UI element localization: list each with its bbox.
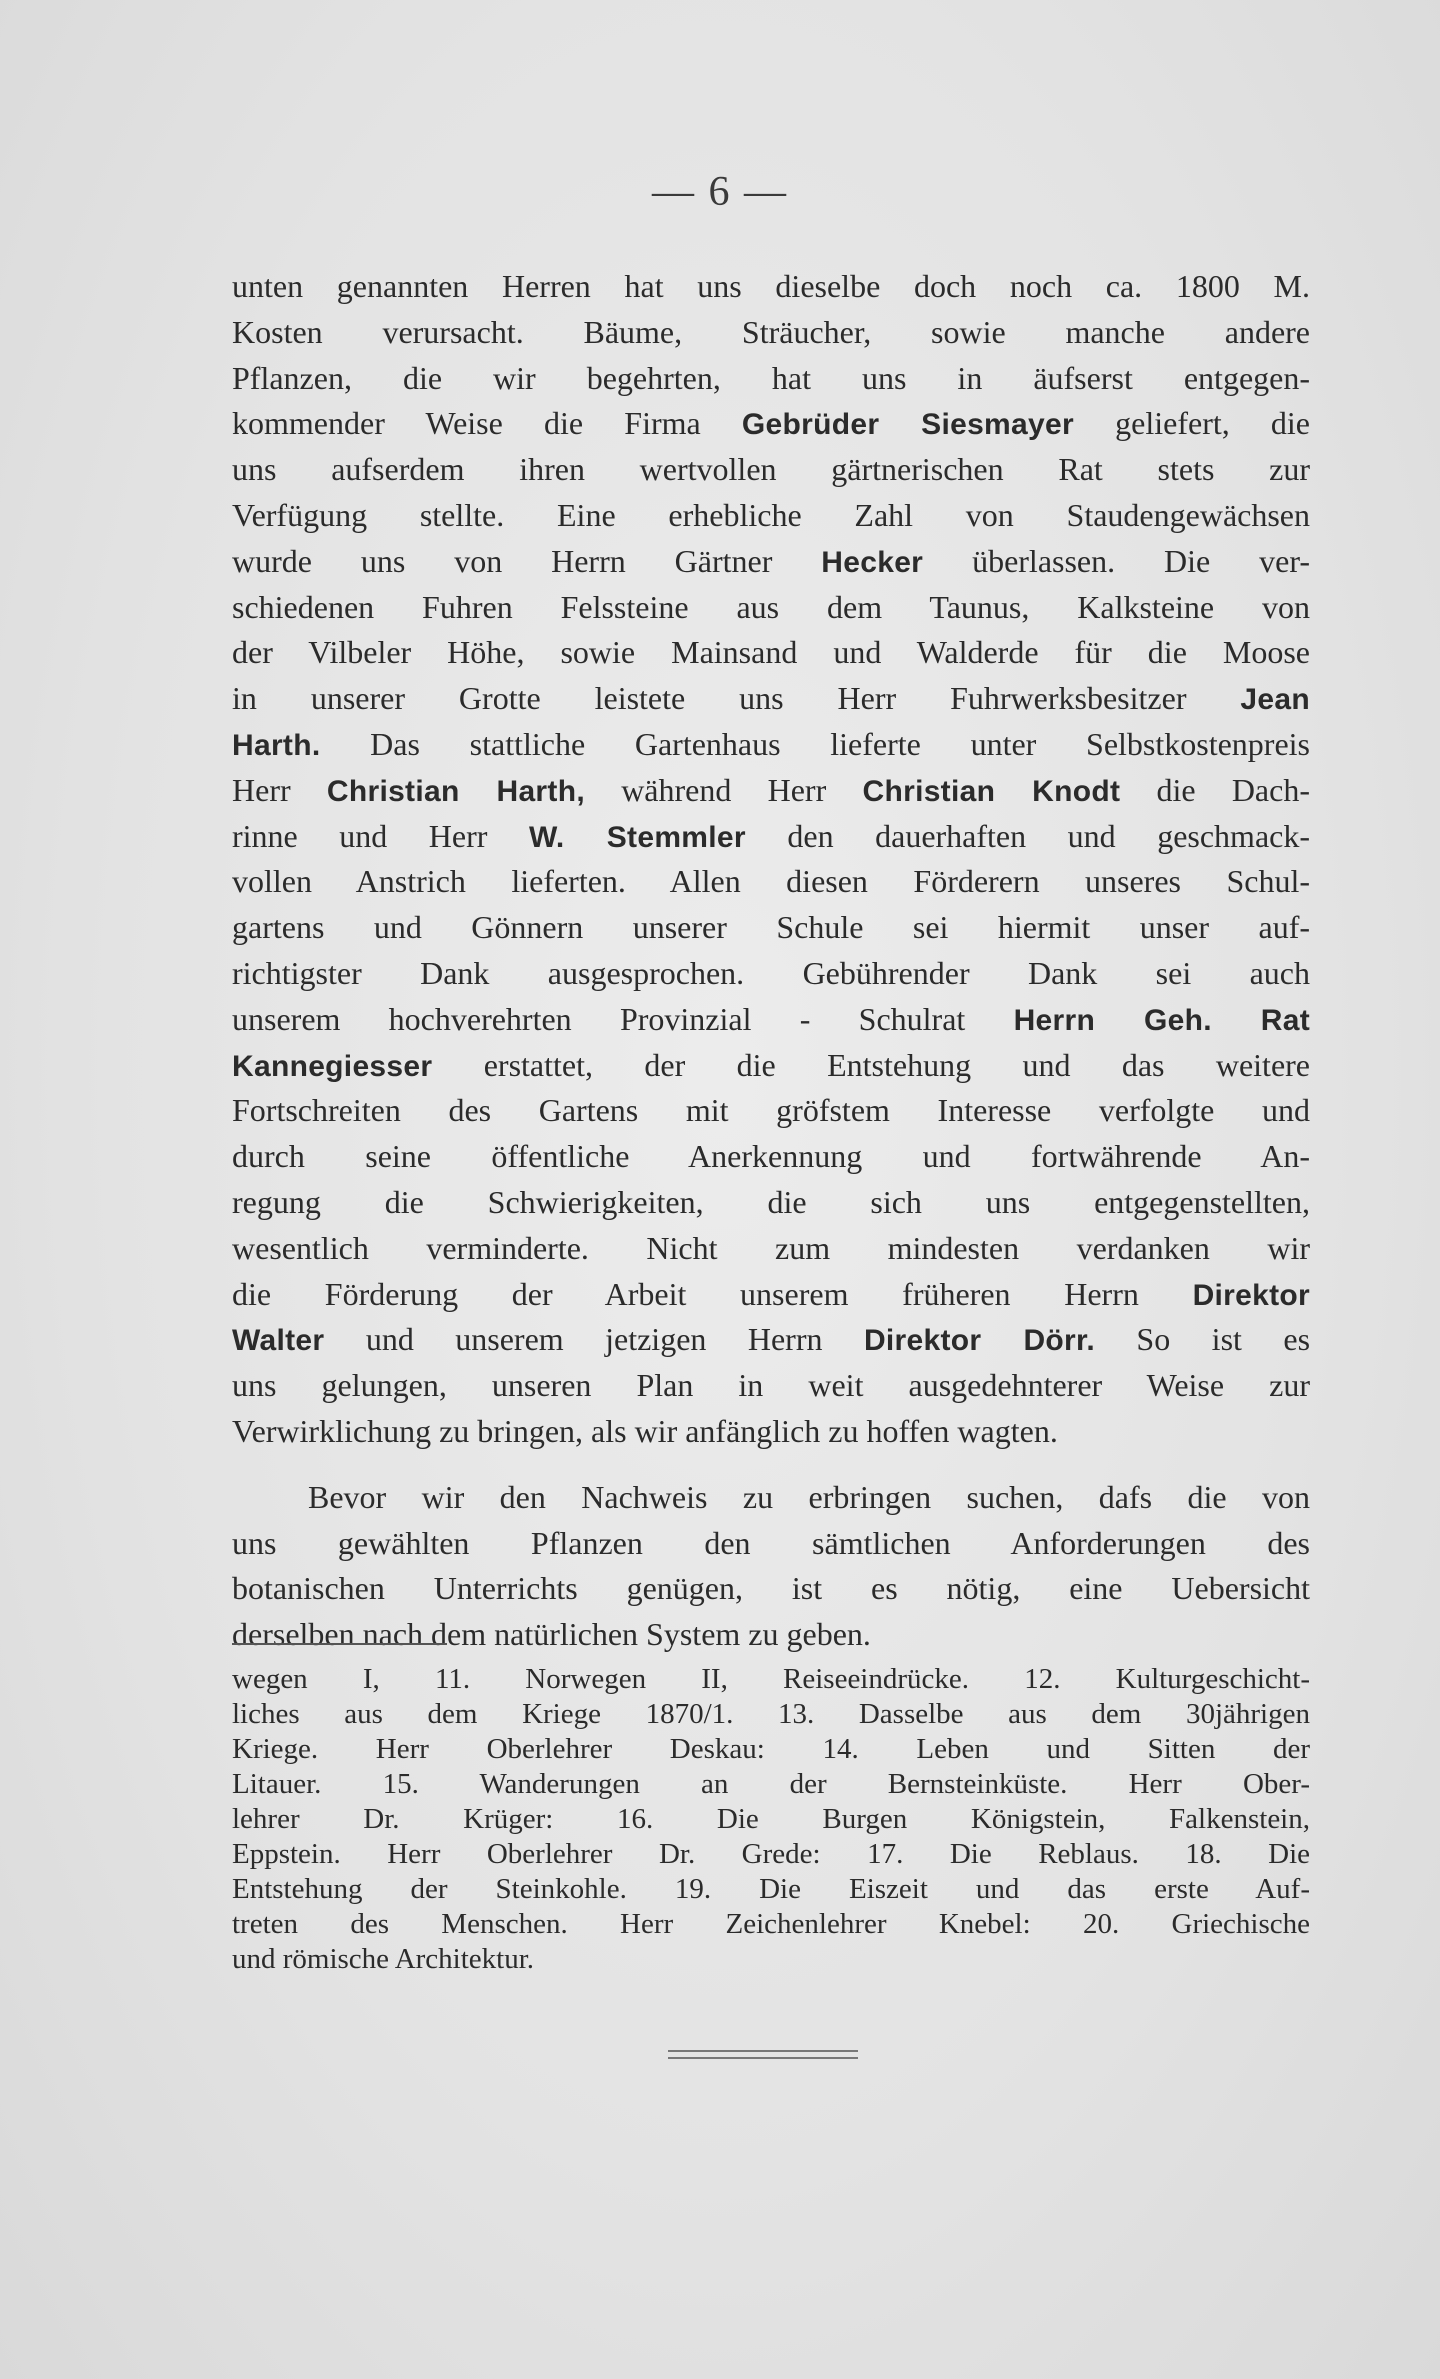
text-line bbox=[232, 1521, 1310, 1567]
text-segment: wurde uns von Herrn Gärtner bbox=[232, 542, 822, 579]
spaced-name: Christian Knodt bbox=[862, 774, 1121, 808]
text-segment: durch seine öffentliche Anerkennung und fortwährende An- bbox=[232, 1138, 1310, 1175]
footnote-line: lehrer Dr. Krüger: 16. Die Burgen Königstein, Falkenstein, bbox=[232, 1803, 1310, 1835]
text-segment: Pflanzen, die wir begehrten, hat uns in äufserst entgegen- bbox=[232, 359, 1310, 396]
spaced-name: Walter bbox=[232, 1324, 325, 1358]
text-segment: Verfügung stellte. Eine erhebliche Zahl von Staudengewächsen bbox=[232, 496, 1310, 533]
spaced-name: Harth. bbox=[232, 728, 321, 762]
text-line bbox=[232, 768, 1310, 814]
text-segment: uns gelungen, unseren Plan in weit ausgedehnterer Weise zur bbox=[232, 1367, 1310, 1404]
text-line bbox=[232, 264, 1310, 310]
text-line bbox=[232, 539, 1310, 585]
text-segment: die Dach- bbox=[1120, 771, 1310, 808]
text-segment: schiedenen Fuhren Felssteine aus dem Taunus, Kalksteine von bbox=[232, 588, 1310, 625]
text-segment: uns gewählten Pflanzen den sämtlichen Anforderungen des bbox=[232, 1524, 1310, 1561]
text-segment: Bevor wir den Nachweis zu erbringen suchen, dafs die von bbox=[308, 1478, 1310, 1515]
end-rule-top bbox=[668, 2050, 858, 2052]
text-segment: derselben nach dem natürlichen System zu geben. bbox=[232, 1616, 871, 1653]
text-line bbox=[232, 951, 1310, 997]
text-segment: So ist es bbox=[1094, 1321, 1311, 1358]
footnote-line: Kriege. Herr Oberlehrer Deskau: 14. Leben und Sitten der bbox=[232, 1733, 1310, 1765]
text-line bbox=[232, 493, 1310, 539]
text-segment: wesentlich verminderte. Nicht zum mindesten verdanken wir bbox=[232, 1229, 1310, 1266]
paragraph-gap bbox=[232, 1455, 1310, 1475]
text-line bbox=[232, 814, 1310, 860]
text-line bbox=[232, 997, 1310, 1043]
footnote-line: liches aus dem Kriege 1870/1. 13. Dasselbe aus dem 30jährigen bbox=[232, 1698, 1310, 1730]
text-segment: erstattet, der die Entstehung und das weitere bbox=[432, 1046, 1310, 1083]
end-rule-bottom bbox=[668, 2057, 858, 2059]
text-line bbox=[232, 905, 1310, 951]
text-segment: uns aufserdem ihren wertvollen gärtnerischen Rat stets zur bbox=[232, 451, 1310, 488]
text-segment: Das stattliche Gartenhaus lieferte unter Selbstkostenpreis bbox=[320, 725, 1310, 762]
footnote-line: wegen I, 11. Norwegen II, Reiseeindrücke. 12. Kulturgeschicht- bbox=[232, 1663, 1310, 1695]
text-segment: kommender Weise die Firma bbox=[232, 405, 742, 442]
text-segment: Kosten verursacht. Bäume, Sträucher, sowie manche andere bbox=[232, 313, 1310, 350]
text-segment: botanischen Unterrichts genügen, ist es nötig, eine Uebersicht bbox=[232, 1570, 1310, 1607]
text-segment: unten genannten Herren hat uns dieselbe doch noch ca. 1800 M. bbox=[232, 268, 1310, 304]
text-segment: in unserer Grotte leistete uns Herr Fuhrwerksbesitzer bbox=[232, 680, 1241, 717]
text-line bbox=[232, 1180, 1310, 1226]
text-line bbox=[232, 1134, 1310, 1180]
footnote-line: Entstehung der Steinkohle. 19. Die Eiszeit und das erste Auf- bbox=[232, 1873, 1310, 1905]
text-line bbox=[232, 859, 1310, 905]
page-number: — 6 — bbox=[652, 169, 788, 215]
spaced-name: Hecker bbox=[821, 545, 924, 579]
footnote-line: treten des Menschen. Herr Zeichenlehrer Knebel: 20. Griechische bbox=[232, 1908, 1310, 1940]
text-segment: die Förderung der Arbeit unserem früheren Herrn bbox=[232, 1275, 1193, 1312]
text-segment: Verwirklichung zu bringen, als wir anfänglich zu hoffen wagten. bbox=[232, 1412, 1058, 1449]
text-line bbox=[232, 1566, 1310, 1612]
text-line bbox=[232, 1272, 1310, 1318]
text-segment: während Herr bbox=[584, 771, 863, 808]
main-text bbox=[232, 264, 1310, 1658]
spaced-name: Christian Harth, bbox=[326, 774, 585, 808]
text-line bbox=[232, 1612, 1310, 1658]
text-line bbox=[232, 1226, 1310, 1272]
spaced-name: Herrn Geh. Rat bbox=[1013, 1003, 1310, 1037]
spaced-name: W. Stemmler bbox=[528, 820, 746, 854]
text-line bbox=[232, 585, 1310, 631]
spaced-name: Direktor Dörr. bbox=[863, 1324, 1095, 1358]
text-line bbox=[232, 356, 1310, 402]
text-segment: geliefert, die bbox=[1073, 405, 1311, 442]
spaced-name: Direktor bbox=[1192, 1278, 1310, 1312]
text-segment: der Vilbeler Höhe, sowie Mainsand und Walderde für die Moose bbox=[232, 634, 1310, 671]
text-segment: überlassen. Die ver- bbox=[923, 542, 1311, 579]
text-segment: vollen Anstrich lieferten. Allen diesen Förderern unseres Schul- bbox=[232, 863, 1310, 900]
text-line bbox=[232, 1317, 1310, 1363]
text-segment: unserem hochverehrten Provinzial - Schulrat bbox=[232, 1000, 1014, 1037]
text-segment: rinne und Herr bbox=[232, 817, 529, 854]
text-line bbox=[232, 676, 1310, 722]
text-line bbox=[232, 1409, 1310, 1455]
text-segment: den dauerhaften und geschmack- bbox=[745, 817, 1311, 854]
spaced-name: Kannegiesser bbox=[232, 1049, 433, 1083]
text-line bbox=[232, 1043, 1310, 1089]
paragraph-2 bbox=[232, 1475, 1310, 1658]
footnote-line: Eppstein. Herr Oberlehrer Dr. Grede: 17. Die Reblaus. 18. Die bbox=[232, 1838, 1310, 1870]
text-line bbox=[232, 1363, 1310, 1409]
footnote-separator bbox=[232, 1643, 447, 1645]
text-line bbox=[232, 310, 1310, 356]
paragraph-1 bbox=[232, 264, 1310, 1455]
text-segment: Herr bbox=[232, 771, 327, 808]
text-line bbox=[232, 401, 1310, 447]
text-segment: richtigster Dank ausgesprochen. Gebührender Dank sei auch bbox=[232, 954, 1310, 991]
spaced-name: Gebrüder Siesmayer bbox=[741, 408, 1074, 442]
text-segment: regung die Schwierigkeiten, die sich uns entgegenstellten, bbox=[232, 1183, 1310, 1220]
spaced-name: Jean bbox=[1240, 683, 1310, 717]
footnote-line: Litauer. 15. Wanderungen an der Bernsteinküste. Herr Ober- bbox=[232, 1768, 1310, 1800]
text-segment: gartens und Gönnern unserer Schule sei hiermit unser auf- bbox=[232, 909, 1310, 946]
footnote bbox=[232, 1662, 1310, 1977]
text-line bbox=[232, 1088, 1310, 1134]
text-line bbox=[232, 630, 1310, 676]
text-line bbox=[232, 447, 1310, 493]
text-segment: und unserem jetzigen Herrn bbox=[324, 1321, 864, 1358]
text-line bbox=[232, 722, 1310, 768]
text-segment: Fortschreiten des Gartens mit gröfstem Interesse verfolgte und bbox=[232, 1092, 1310, 1129]
text-line bbox=[232, 1475, 1310, 1521]
footnote-line: und römische Architektur. bbox=[232, 1943, 535, 1975]
